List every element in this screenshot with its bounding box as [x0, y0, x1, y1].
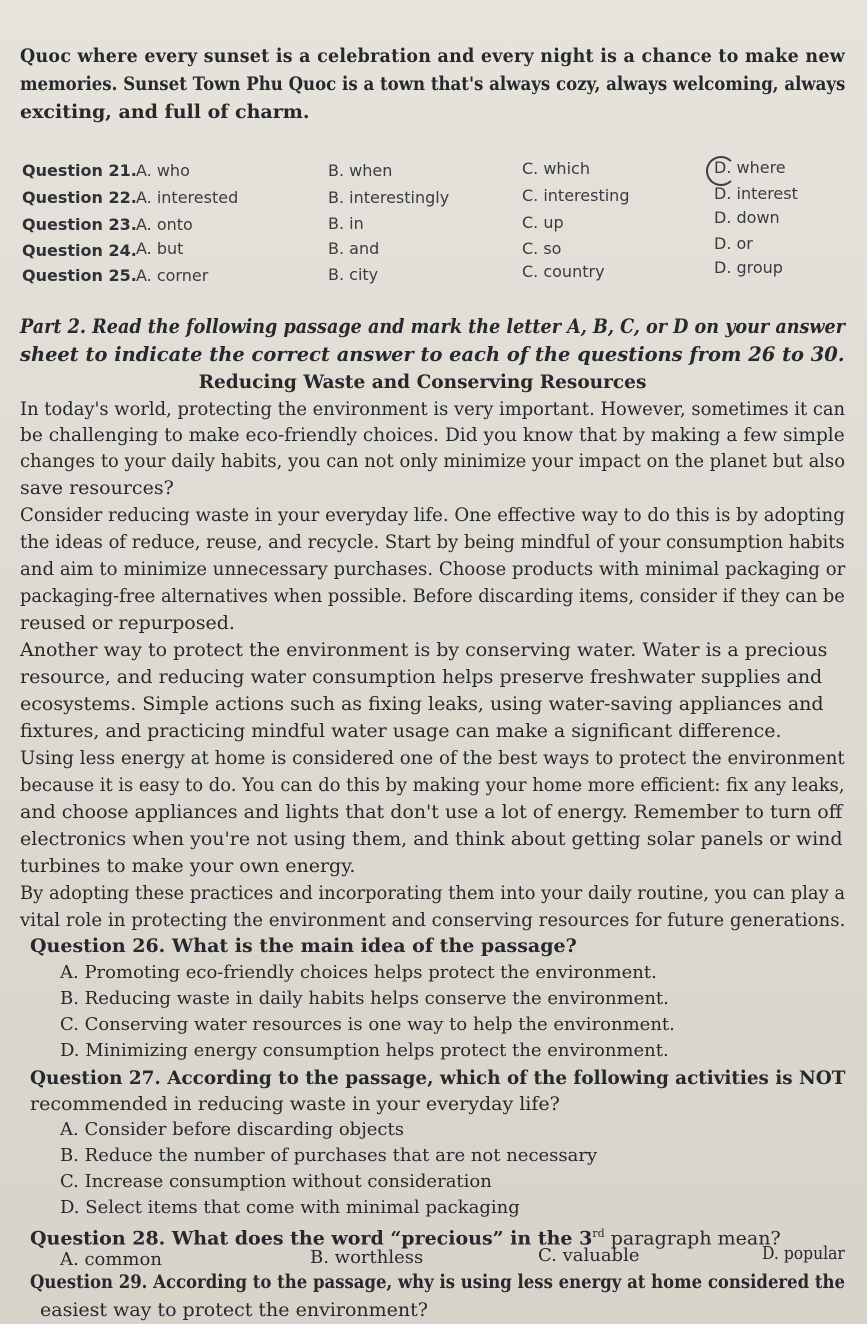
- passage-line: Using less energy at home is considered one of the best ways to protect the environment: [20, 747, 845, 769]
- passage-line: turbines to make your own energy.: [20, 855, 356, 877]
- part2-instruction: sheet to indicate the correct answer to each of the questions from 26 to 30.: [20, 342, 845, 366]
- passage-line: and aim to minimize unnecessary purchases. Choose products with minimal packaging or: [20, 558, 846, 580]
- passage-line: because it is easy to do. You can do this by making your home more efficient: fix any leaks,: [20, 774, 845, 796]
- question-label: Question 21.: [22, 161, 137, 180]
- answer-option: A. Consider before discarding objects: [60, 1119, 404, 1140]
- passage-line: fixtures, and practicing mindful water usage can make a significant difference.: [20, 720, 782, 742]
- answer-option: B. Reduce the number of purchases that are not necessary: [60, 1145, 598, 1166]
- option-a: A. but: [136, 239, 184, 258]
- option-c: C. interesting: [522, 186, 630, 205]
- passage-line: save resources?: [20, 477, 174, 499]
- part2-instruction: Part 2. Read the following passage and mark the letter A, B, C, or D on your answer: [20, 314, 846, 338]
- option-b: B. and: [328, 239, 380, 258]
- question-stem: Question 26. What is the main idea of the passage?: [30, 935, 577, 957]
- passage-line: changes to your daily habits, you can not only minimize your impact on the planet but also: [20, 450, 845, 472]
- passage-line: vital role in protecting the environment and conserving resources for future generations.: [20, 909, 846, 931]
- option-a: A. interested: [136, 188, 239, 207]
- passage-line: By adopting these practices and incorporating them into your daily routine, you can play a: [20, 882, 846, 904]
- answer-option: A. Promoting eco-friendly choices helps protect the environment.: [60, 962, 657, 983]
- passage-line: ecosystems. Simple actions such as fixing leaks, using water-saving appliances and: [20, 693, 824, 715]
- option-c: C. up: [522, 213, 564, 232]
- question-label: Question 23.: [22, 215, 137, 234]
- option-a: A. who: [136, 161, 190, 180]
- passage-line: Consider reducing waste in your everyday life. One effective way to do this is by adopting: [20, 504, 845, 526]
- passage-title: Reducing Waste and Conserving Resources: [198, 371, 647, 393]
- option-c: C. country: [522, 262, 605, 281]
- intro-line: Quoc where every sunset is a celebration and every night is a chance to make new: [20, 45, 845, 67]
- question-stem: Question 27. According to the passage, which of the following activities is NOT: [30, 1067, 846, 1089]
- option-c: C. so: [522, 239, 562, 258]
- passage-line: Another way to protect the environment is by conserving water. Water is a precious: [20, 639, 828, 661]
- question-stem: recommended in reducing waste in your everyday life?: [30, 1093, 560, 1115]
- intro-line: memories. Sunset Town Phu Quoc is a town that's always cozy, always welcoming, always: [20, 73, 846, 95]
- option-b: B. in: [328, 214, 364, 233]
- answer-circle-mark: [706, 156, 736, 186]
- option-d: D. down: [714, 208, 780, 227]
- question-label: Question 25.: [22, 266, 137, 285]
- option-d: D. where: [714, 158, 786, 177]
- option-c: C. which: [522, 159, 590, 178]
- option-b: B. city: [328, 265, 379, 284]
- passage-line: reused or repurposed.: [20, 612, 235, 634]
- answer-option: C. valuable: [538, 1245, 640, 1266]
- answer-option: D. popular: [762, 1243, 845, 1264]
- answer-option: D. Select items that come with minimal packaging: [60, 1197, 520, 1218]
- question-stem-tail: paragraph mean?: [604, 1227, 781, 1250]
- answer-option: C. Conserving water resources is one way to help the environment.: [60, 1014, 675, 1035]
- question-stem-main: Question 28. What does the word “precious” in the 3: [30, 1227, 593, 1250]
- passage-line: the ideas of reduce, reuse, and recycle. Start by being mindful of your consumption habits: [20, 531, 845, 553]
- passage-line: resource, and reducing water consumption helps preserve freshwater supplies and: [20, 666, 823, 688]
- answer-option: C. Increase consumption without consideration: [60, 1171, 492, 1192]
- option-d: D. group: [714, 258, 783, 277]
- passage-line: In today's world, protecting the environment is very important. However, sometimes it can: [20, 398, 846, 420]
- answer-option: B. Reducing waste in daily habits helps conserve the environment.: [60, 988, 669, 1009]
- passage-line: be challenging to make eco-friendly choices. Did you know that by making a few simple: [20, 424, 845, 446]
- option-d: D. interest: [714, 184, 798, 203]
- question-label: Question 24.: [22, 241, 137, 260]
- answer-option: D. Minimizing energy consumption helps protect the environment.: [60, 1040, 669, 1061]
- answer-option: B. worthless: [310, 1247, 424, 1268]
- question-stem: Question 29. According to the passage, why is using less energy at home considered the: [30, 1271, 845, 1293]
- question-label: Question 22.: [22, 188, 137, 207]
- option-a: A. corner: [136, 266, 209, 285]
- option-d: D. or: [714, 234, 753, 253]
- intro-line: exciting, and full of charm.: [20, 101, 310, 123]
- ordinal-suffix: rd: [592, 1227, 605, 1240]
- passage-line: and choose appliances and lights that don't use a lot of energy. Remember to turn off: [20, 801, 843, 823]
- option-a: A. onto: [136, 215, 193, 234]
- passage-line: electronics when you're not using them, and think about getting solar panels or wind: [20, 828, 843, 850]
- option-b: B. interestingly: [328, 188, 450, 207]
- question-stem: easiest way to protect the environment?: [40, 1299, 428, 1321]
- answer-option: A. common: [60, 1249, 162, 1270]
- option-b: B. when: [328, 161, 393, 180]
- passage-line: packaging-free alternatives when possible. Before discarding items, consider if they can be: [20, 585, 845, 607]
